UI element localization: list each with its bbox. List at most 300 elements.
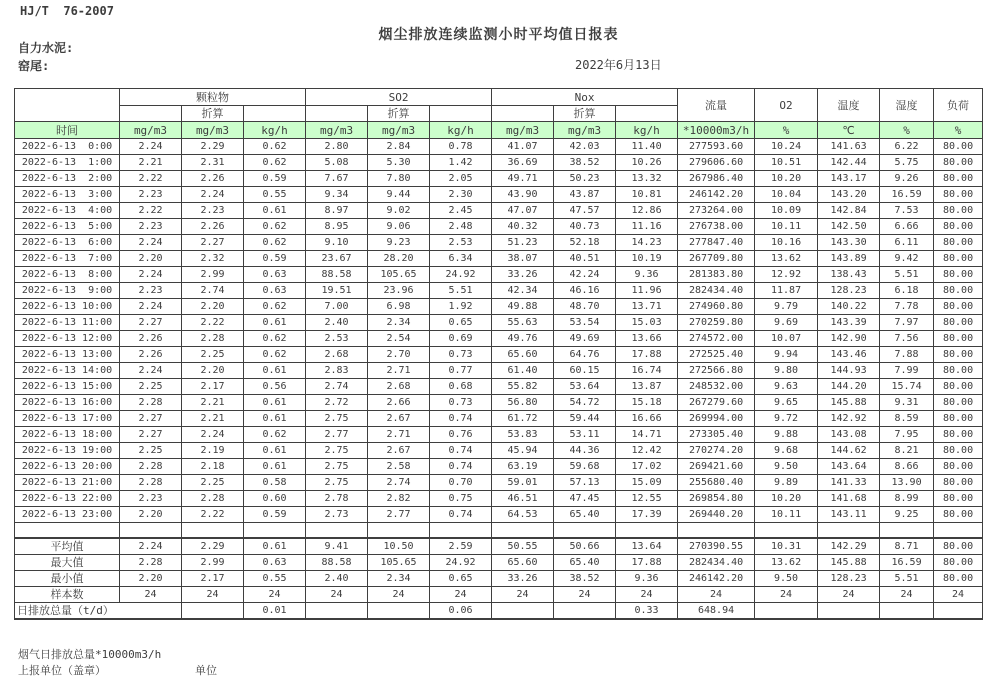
table-cell: 2022-6-13 21:00 [15,475,120,491]
table-cell: 2.34 [368,570,430,586]
table-cell: 7.78 [880,299,934,315]
table-cell: 276738.00 [678,219,755,235]
table-cell: 5.08 [306,155,368,171]
table-cell: 16.59 [880,187,934,203]
data-row [15,475,983,491]
data-row [15,219,983,235]
data-row [15,203,983,219]
table-cell: 2.26 [182,219,244,235]
table-cell: 47.45 [554,491,616,507]
table-cell: 9.36 [616,570,678,586]
table-cell: 282434.40 [678,554,755,570]
table-cell: 143.17 [818,171,880,187]
table-cell: 0.62 [244,427,306,443]
data-row [15,443,983,459]
table-cell: 2.23 [120,491,182,507]
table-cell: 2022-6-13 5:00 [15,219,120,235]
table-cell: 12.55 [616,491,678,507]
table-cell: 80.00 [934,459,983,475]
table-cell: 2.28 [182,331,244,347]
table-cell: 24 [182,586,244,602]
station-label: 窑尾: [18,59,50,73]
table-cell: 2.30 [430,187,492,203]
table-cell: 24 [120,586,182,602]
table-cell: 2.71 [368,363,430,379]
table-cell: 80.00 [934,187,983,203]
table-cell: 2.29 [182,139,244,155]
table-cell: 9.41 [306,538,368,555]
table-cell: 15.74 [880,379,934,395]
table-cell: 2022-6-13 7:00 [15,251,120,267]
table-cell: 142.50 [818,219,880,235]
table-cell: 10.50 [368,538,430,555]
nox-unit-3: kg/h [616,122,678,139]
summary-row [15,538,983,555]
table-cell: 最小值 [15,570,120,586]
table-cell: 2.25 [120,379,182,395]
table-cell: 46.16 [554,283,616,299]
data-row [15,187,983,203]
table-cell: 2.26 [120,331,182,347]
table-cell [554,523,616,538]
table-cell [120,523,182,538]
table-cell: 0.63 [244,283,306,299]
table-cell: 9.88 [755,427,818,443]
table-cell: 9.79 [755,299,818,315]
table-cell: 24 [306,586,368,602]
table-cell: 80.00 [934,491,983,507]
table-cell: 49.71 [492,171,554,187]
table-cell: 0.69 [430,331,492,347]
table-cell: 141.63 [818,139,880,155]
col-temperature: 温度 [818,89,880,122]
table-cell: 80.00 [934,251,983,267]
table-cell: 272566.80 [678,363,755,379]
table-cell: 6.11 [880,235,934,251]
table-cell: 53.54 [554,315,616,331]
table-cell: 16.66 [616,411,678,427]
table-cell: 2.17 [182,379,244,395]
table-cell: 10.07 [755,331,818,347]
table-cell: 2022-6-13 16:00 [15,395,120,411]
table-cell: 49.69 [554,331,616,347]
data-row [15,395,983,411]
table-cell: 9.89 [755,475,818,491]
table-cell: 2.28 [120,554,182,570]
data-row [15,331,983,347]
so2-unit-1: mg/m3 [306,122,368,139]
table-cell: 2.75 [306,443,368,459]
table-cell: 2022-6-13 10:00 [15,299,120,315]
table-cell: 128.23 [818,570,880,586]
data-row [15,267,983,283]
col-flow: 流量 [678,89,755,122]
table-cell: 105.65 [368,267,430,283]
table-cell: 269440.20 [678,507,755,523]
table-cell: 140.22 [818,299,880,315]
table-cell: 10.20 [755,491,818,507]
o2-unit: % [755,122,818,139]
col-humidity: 湿度 [880,89,934,122]
table-cell: 282434.40 [678,283,755,299]
table-cell: 2.75 [306,475,368,491]
table-cell: 65.60 [492,347,554,363]
table-cell: 7.88 [880,347,934,363]
table-cell: 0.70 [430,475,492,491]
load-unit: % [934,122,983,139]
table-cell: 2.21 [182,411,244,427]
table-cell: 80.00 [934,219,983,235]
data-row [15,315,983,331]
table-cell: 43.90 [492,187,554,203]
table-cell: 2.27 [182,235,244,251]
table-cell: 65.40 [554,554,616,570]
table-cell: 5.51 [430,283,492,299]
table-cell: 15.18 [616,395,678,411]
table-cell: 51.23 [492,235,554,251]
table-cell: 2.40 [306,570,368,586]
table-cell: 48.70 [554,299,616,315]
table-cell: 13.62 [755,554,818,570]
table-cell: 0.33 [616,602,678,619]
table-cell: 0.78 [430,139,492,155]
table-cell: 2.22 [182,315,244,331]
table-cell: 65.40 [554,507,616,523]
table-cell: 49.88 [492,299,554,315]
table-cell: 80.00 [934,427,983,443]
table-cell: 0.01 [244,602,306,619]
table-cell: 2.29 [182,538,244,555]
table-cell: 9.65 [755,395,818,411]
table-cell: 11.40 [616,139,678,155]
table-cell: 43.87 [554,187,616,203]
table-cell: 142.29 [818,538,880,555]
table-cell: 24 [934,586,983,602]
table-cell: 53.64 [554,379,616,395]
table-cell: 2022-6-13 3:00 [15,187,120,203]
table-cell: 0.61 [244,395,306,411]
table-cell: 272525.40 [678,347,755,363]
table-cell: 2.26 [182,171,244,187]
table-cell: 80.00 [934,267,983,283]
table-cell: 80.00 [934,395,983,411]
table-cell: 2.80 [306,139,368,155]
table-cell [182,523,244,538]
table-cell: 0.61 [244,459,306,475]
table-cell: 8.99 [880,491,934,507]
table-cell: 2.24 [120,139,182,155]
table-cell [818,602,880,619]
col-o2: O2 [755,89,818,122]
table-cell: 145.88 [818,395,880,411]
table-cell: 9.10 [306,235,368,251]
table-cell [880,602,934,619]
table-cell: 0.77 [430,363,492,379]
table-cell: 9.42 [880,251,934,267]
table-cell: 9.06 [368,219,430,235]
table-cell: 47.07 [492,203,554,219]
table-cell: 2.25 [120,443,182,459]
table-cell: 270390.55 [678,538,755,555]
table-cell: 33.26 [492,267,554,283]
table-cell: 2.77 [368,507,430,523]
table-cell: 9.63 [755,379,818,395]
table-cell: 2022-6-13 14:00 [15,363,120,379]
table-cell: 65.60 [492,554,554,570]
table-cell: 5.51 [880,267,934,283]
table-cell: 9.02 [368,203,430,219]
table-cell: 最大值 [15,554,120,570]
time-column-header: 时间 [15,122,120,139]
table-cell: 2.24 [120,538,182,555]
table-cell: 36.69 [492,155,554,171]
data-row [15,171,983,187]
table-cell: 8.66 [880,459,934,475]
table-cell: 2022-6-13 17:00 [15,411,120,427]
blank-row [15,523,983,538]
table-cell: 0.68 [430,379,492,395]
table-cell: 0.75 [430,491,492,507]
table-cell: 0.55 [244,187,306,203]
table-cell: 2.23 [182,203,244,219]
table-cell: 19.51 [306,283,368,299]
table-cell: 2.17 [182,570,244,586]
table-cell: 0.59 [244,251,306,267]
table-cell: 2.23 [120,283,182,299]
table-cell: 143.64 [818,459,880,475]
table-cell: 2.59 [430,538,492,555]
table-cell: 269994.00 [678,411,755,427]
table-cell: 2.75 [306,411,368,427]
table-cell: 2.20 [120,507,182,523]
table-cell: 9.23 [368,235,430,251]
table-cell: 7.00 [306,299,368,315]
table-cell: 6.34 [430,251,492,267]
summary-row [15,586,983,602]
table-cell: 2.24 [120,299,182,315]
table-cell: 267279.60 [678,395,755,411]
table-cell: 80.00 [934,507,983,523]
table-cell: 2022-6-13 1:00 [15,155,120,171]
table-cell: 80.00 [934,538,983,555]
table-cell: 0.62 [244,331,306,347]
table-cell: 24 [492,586,554,602]
data-row [15,235,983,251]
table-cell: 49.76 [492,331,554,347]
table-cell: 52.18 [554,235,616,251]
table-cell: 2022-6-13 22:00 [15,491,120,507]
table-cell: 15.09 [616,475,678,491]
table-cell [678,523,755,538]
table-cell: 2.21 [120,155,182,171]
unit-label: 单位 [195,664,217,677]
table-cell: 7.97 [880,315,934,331]
table-cell: 2.67 [368,411,430,427]
table-cell: 2022-6-13 20:00 [15,459,120,475]
table-cell: 16.59 [880,554,934,570]
table-cell: 11.16 [616,219,678,235]
table-cell: 143.30 [818,235,880,251]
table-cell: 10.19 [616,251,678,267]
group-particulate: 颗粒物 [120,89,306,106]
table-cell [306,602,368,619]
table-cell: 143.20 [818,187,880,203]
table-cell: 273305.40 [678,427,755,443]
table-cell: 270274.20 [678,443,755,459]
data-row [15,491,983,507]
table-cell: 9.68 [755,443,818,459]
table-cell: 267709.80 [678,251,755,267]
table-cell: 24.92 [430,554,492,570]
table-cell: 246142.20 [678,570,755,586]
table-body [15,139,983,619]
data-row [15,251,983,267]
humidity-unit: % [880,122,934,139]
table-cell: 63.19 [492,459,554,475]
table-cell: 2.71 [368,427,430,443]
table-cell: 0.62 [244,299,306,315]
table-cell: 2.23 [120,187,182,203]
table-cell: 248532.00 [678,379,755,395]
table-cell: 9.50 [755,459,818,475]
table-cell: 9.36 [616,267,678,283]
table-cell: 11.87 [755,283,818,299]
table-cell: 2.53 [306,331,368,347]
table-cell: 40.73 [554,219,616,235]
table-cell: 2.34 [368,315,430,331]
so2-unit-3: kg/h [430,122,492,139]
table-cell: 2.32 [182,251,244,267]
page-title: 烟尘排放连续监测小时平均值日报表 [378,27,619,43]
table-cell: 53.83 [492,427,554,443]
table-cell: 277847.40 [678,235,755,251]
table-cell: 0.61 [244,203,306,219]
table-cell: 38.52 [554,155,616,171]
table-cell: 2022-6-13 18:00 [15,427,120,443]
spacer-cell [492,106,554,122]
table-cell: 80.00 [934,443,983,459]
table-cell: 0.76 [430,427,492,443]
table-cell: 0.73 [430,347,492,363]
table-cell: 2.48 [430,219,492,235]
table-cell: 80.00 [934,379,983,395]
table-cell [818,523,880,538]
table-cell: 55.82 [492,379,554,395]
table-cell: 0.74 [430,411,492,427]
table-cell: 10.31 [755,538,818,555]
pm-unit-3: kg/h [244,122,306,139]
table-cell: 0.65 [430,570,492,586]
table-cell: 246142.20 [678,187,755,203]
table-cell: 6.98 [368,299,430,315]
table-cell: 44.36 [554,443,616,459]
table-cell: 50.23 [554,171,616,187]
table-cell: 2.22 [120,203,182,219]
table-cell: 样本数 [15,586,120,602]
table-cell: 2.22 [120,171,182,187]
table-cell: 273264.00 [678,203,755,219]
spacer-cell [616,106,678,122]
table-cell: 144.20 [818,379,880,395]
data-row [15,507,983,523]
table-cell: 2.24 [182,187,244,203]
table-cell: 88.58 [306,267,368,283]
table-cell: 2.28 [120,475,182,491]
table-cell: 269421.60 [678,459,755,475]
table-cell: 2022-6-13 15:00 [15,379,120,395]
table-cell: 2.68 [306,347,368,363]
spacer-cell [244,106,306,122]
data-row [15,299,983,315]
table-cell: 8.59 [880,411,934,427]
table-cell: 8.97 [306,203,368,219]
time-header-spacer [15,89,120,122]
table-cell: 10.11 [755,507,818,523]
table-cell: 80.00 [934,299,983,315]
table-cell: 0.62 [244,219,306,235]
table-cell: 2022-6-13 23:00 [15,507,120,523]
table-cell: 5.51 [880,570,934,586]
table-cell: 10.26 [616,155,678,171]
header-row-units [15,122,983,139]
table-cell: 141.68 [818,491,880,507]
table-cell: 7.95 [880,427,934,443]
emissions-table [14,88,983,620]
table-cell: 2.18 [182,459,244,475]
company-label: 自力水泥: [18,41,74,55]
temperature-unit: ℃ [818,122,880,139]
table-cell: 28.20 [368,251,430,267]
table-cell: 0.59 [244,171,306,187]
flow-unit: *10000m3/h [678,122,755,139]
table-cell: 50.66 [554,538,616,555]
table-cell: 142.44 [818,155,880,171]
table-cell: 33.26 [492,570,554,586]
table-cell: 12.92 [755,267,818,283]
table-cell: 2.74 [182,283,244,299]
table-cell [15,523,120,538]
table-cell: 648.94 [678,602,755,619]
table-cell: 13.90 [880,475,934,491]
table-cell: 13.62 [755,251,818,267]
table-cell: 80.00 [934,331,983,347]
table-cell [368,602,430,619]
table-cell: 2.27 [120,315,182,331]
table-cell: 42.34 [492,283,554,299]
data-row [15,411,983,427]
table-cell: 80.00 [934,411,983,427]
table-cell: 0.61 [244,315,306,331]
table-cell: 日排放总量（t/d） [15,602,182,619]
table-cell: 2.22 [182,507,244,523]
table-cell: 0.58 [244,475,306,491]
table-cell [554,602,616,619]
daily-total-row [15,602,983,619]
table-cell: 2.19 [182,443,244,459]
table-cell: 9.31 [880,395,934,411]
nox-unit-2: mg/m3 [554,122,616,139]
table-cell: 9.34 [306,187,368,203]
table-cell: 5.75 [880,155,934,171]
table-cell: 2.74 [306,379,368,395]
table-cell: 1.42 [430,155,492,171]
table-cell: 274960.80 [678,299,755,315]
table-cell: 2.21 [182,395,244,411]
table-cell: 0.63 [244,267,306,283]
table-cell: 142.92 [818,411,880,427]
table-cell: 145.88 [818,554,880,570]
flue-gas-total-note: 烟气日排放总量*10000m3/h [18,648,162,661]
